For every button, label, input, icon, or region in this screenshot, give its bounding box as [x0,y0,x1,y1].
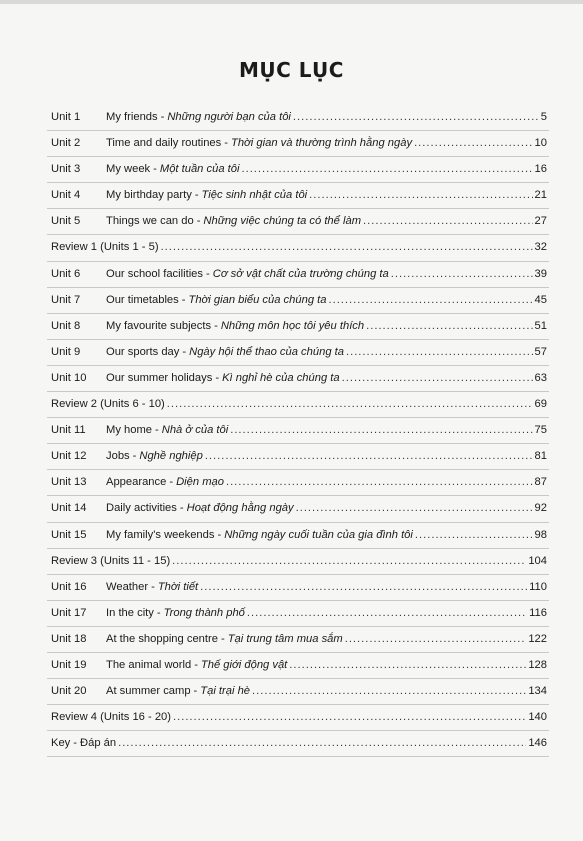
toc-unit-label: Unit 7 [51,293,81,306]
toc-vietnamese-title: Trong thành phố [163,606,245,619]
toc-separator: - [132,450,137,463]
toc-page-number: 75 [534,424,547,437]
toc-separator: - [182,345,187,358]
toc-entry [47,653,549,679]
toc-entry [47,496,549,522]
toc-english-title: The animal world [106,658,192,671]
toc-page-number: 69 [534,398,547,411]
toc-separator: - [193,685,198,698]
toc-vietnamese-title: Nghề nghiệp [139,450,203,463]
toc-entry [47,705,549,731]
toc-separator: - [160,111,165,123]
toc-separator: - [220,632,225,645]
toc-page-number: 10 [534,137,547,150]
toc-entry [47,262,549,288]
toc-unit-label: Unit 18 [51,632,87,645]
toc-page-number: 104 [528,554,547,567]
toc-vietnamese-title: Cơ sở vật chất của trường chúng ta [212,267,389,280]
toc-page-number: 39 [534,267,547,280]
toc-page-number: 21 [534,189,547,202]
toc-separator: - [194,658,198,671]
toc-english-title: Our summer holidays [106,371,213,384]
toc-page-number: 16 [534,163,547,176]
toc-separator: - [151,580,155,593]
toc-unit-label: Unit 1 [51,111,81,123]
toc-leader-dots [226,470,533,495]
toc-separator: - [179,502,184,515]
toc-leader-dots [241,157,532,182]
toc-page-number: 5 [540,111,547,123]
toc-vietnamese-title: Diện mạo [176,476,224,489]
toc-unit-label: Unit 17 [51,606,87,619]
toc-unit-label: Unit 3 [51,163,81,176]
toc-separator: - [196,215,201,228]
toc-separator: - [217,528,222,541]
toc-entry [47,314,549,340]
toc-unit-label: Unit 19 [51,658,87,671]
toc-page-number: 57 [534,345,547,358]
toc-entry [47,523,549,549]
toc-leader-dots [161,235,533,260]
toc-entry [47,418,549,444]
toc-unit-label: Unit 12 [51,450,87,463]
toc-unit-label: Review 1 (Units 1 - 5) [51,241,159,254]
toc-english-title: Jobs [106,450,130,463]
toc-leader-dots [118,731,526,756]
toc-leader-dots [345,627,527,652]
toc-leader-dots [363,209,533,234]
page-top-edge [0,0,583,4]
toc-vietnamese-title: Tiệc sinh nhật của tôi [201,189,308,202]
toc-page-number: 128 [528,658,547,671]
toc-unit-label: Unit 20 [51,685,87,698]
toc-leader-dots [366,314,532,339]
toc-leader-dots [230,418,532,443]
toc-entry [47,183,549,209]
toc-unit-label: Review 4 (Units 16 - 20) [51,711,171,724]
toc-separator: - [181,293,186,306]
toc-english-title: Weather [106,580,149,593]
toc-separator: - [156,606,161,619]
toc-unit-label: Unit 14 [51,502,87,515]
toc-entry [47,627,549,653]
toc-leader-dots [346,340,533,365]
toc-page-number: 116 [529,606,547,619]
toc-page-number: 87 [534,476,547,489]
toc-vietnamese-title: Kì nghỉ hè của chúng ta [222,371,340,384]
toc-vietnamese-title: Những môn học tôi yêu thích [220,319,365,332]
toc-leader-dots [293,105,539,130]
toc-page-number: 98 [534,528,547,541]
toc-entry [47,731,549,757]
toc-page-number: 32 [534,241,547,254]
toc-page-number: 45 [534,293,547,306]
toc-separator: - [214,319,218,332]
toc-unit-label: Unit 4 [51,189,81,202]
toc-page-number: 146 [528,737,547,750]
toc-separator: - [169,476,174,489]
toc-entry [47,392,549,418]
toc-unit-label: Review 2 (Units 6 - 10) [51,398,165,411]
toc-unit-label: Review 3 (Units 11 - 15) [51,554,171,567]
toc-vietnamese-title: Những người bạn của tôi [167,111,291,123]
toc-entry [47,209,549,235]
toc-vietnamese-title: Những ngày cuối tuần của gia đình tôi [224,528,413,541]
toc-vietnamese-title: Hoạt động hằng ngày [186,502,294,515]
toc-unit-label: Unit 2 [51,137,81,150]
toc-entry [47,340,549,366]
toc-separator: - [224,137,228,150]
toc-vietnamese-title: Đáp án [80,737,117,750]
toc-separator: - [73,737,78,750]
toc-leader-dots [414,131,532,156]
toc-entry [47,444,549,470]
toc-leader-dots [252,679,526,704]
toc-english-title: Our timetables [106,293,179,306]
toc-english-title: In the city [106,606,154,619]
toc-vietnamese-title: Nhà ở của tôi [161,424,229,437]
toc-vietnamese-title: Tại trung tâm mua sắm [227,632,343,645]
toc-unit-label: Unit 6 [51,267,81,280]
toc-leader-dots [415,523,533,548]
toc-english-title: Daily activities [106,502,177,515]
toc-vietnamese-title: Tại trại hè [200,685,251,698]
toc-entry [47,105,549,131]
toc-unit-label: Unit 13 [51,476,87,489]
toc-separator: - [155,424,159,437]
table-of-contents [47,105,549,757]
toc-english-title: My birthday party [106,189,192,202]
toc-page-number: 134 [528,685,547,698]
toc-english-title: My family's weekends [106,528,215,541]
toc-entry [47,549,549,575]
page-title: MỤC LỤC [239,58,344,82]
toc-page-number: 27 [534,215,547,228]
toc-leader-dots [309,183,532,208]
toc-vietnamese-title: Những việc chúng ta có thể làm [203,215,362,228]
toc-leader-dots [205,444,533,469]
toc-leader-dots [342,366,533,391]
toc-separator: - [215,371,220,384]
toc-entry [47,131,549,157]
toc-leader-dots [173,705,526,730]
toc-entry [47,235,549,261]
toc-english-title: My week [106,163,151,176]
toc-english-title: At summer camp [106,685,191,698]
toc-unit-label: Unit 16 [51,580,87,593]
toc-entry [47,157,549,183]
toc-unit-label: Unit 5 [51,215,81,228]
toc-vietnamese-title: Thời gian biểu của chúng ta [188,293,327,306]
toc-english-title: Our school facilities [106,267,203,280]
toc-unit-label: Unit 10 [51,371,87,384]
toc-entry [47,575,549,601]
toc-leader-dots [289,653,526,678]
toc-leader-dots [172,549,526,574]
toc-vietnamese-title: Ngày hội thể thao của chúng ta [189,345,344,358]
toc-english-title: My favourite subjects [106,319,212,332]
toc-entry [47,601,549,627]
toc-page-number: 81 [534,450,547,463]
toc-leader-dots [296,496,533,521]
toc-separator: - [206,267,210,280]
toc-english-title: At the shopping centre [106,632,218,645]
toc-page-number: 51 [534,319,547,332]
toc-vietnamese-title: Thời gian và thường trình hằng ngày [230,137,413,150]
toc-page-number: 63 [534,371,547,384]
toc-english-title: My home [106,424,153,437]
toc-page-number: 140 [528,711,547,724]
toc-entry [47,470,549,496]
toc-english-title: Things we can do [106,215,194,228]
toc-page-number: 92 [534,502,547,515]
toc-vietnamese-title: Thời tiết [157,580,199,593]
toc-leader-dots [200,575,527,600]
toc-separator: - [153,163,157,176]
toc-vietnamese-title: Một tuần của tôi [159,163,240,176]
toc-separator: - [194,189,199,202]
toc-unit-label: Unit 11 [51,424,86,437]
toc-unit-label: Unit 9 [51,345,81,358]
toc-entry [47,679,549,705]
toc-english-title: Time and daily routines [106,137,222,150]
toc-vietnamese-title: Thế giới động vật [200,658,288,671]
toc-leader-dots [167,392,533,417]
toc-english-title: My friends [106,111,158,123]
toc-page-number: 122 [528,632,547,645]
toc-unit-label: Unit 8 [51,319,81,332]
toc-page-number: 110 [529,580,547,593]
toc-leader-dots [247,601,527,626]
toc-leader-dots [328,288,532,313]
toc-entry [47,366,549,392]
toc-unit-label: Key [51,737,71,750]
toc-leader-dots [391,262,533,287]
toc-english-title: Appearance [106,476,167,489]
toc-english-title: Our sports day [106,345,180,358]
toc-unit-label: Unit 15 [51,528,87,541]
toc-entry [47,288,549,314]
